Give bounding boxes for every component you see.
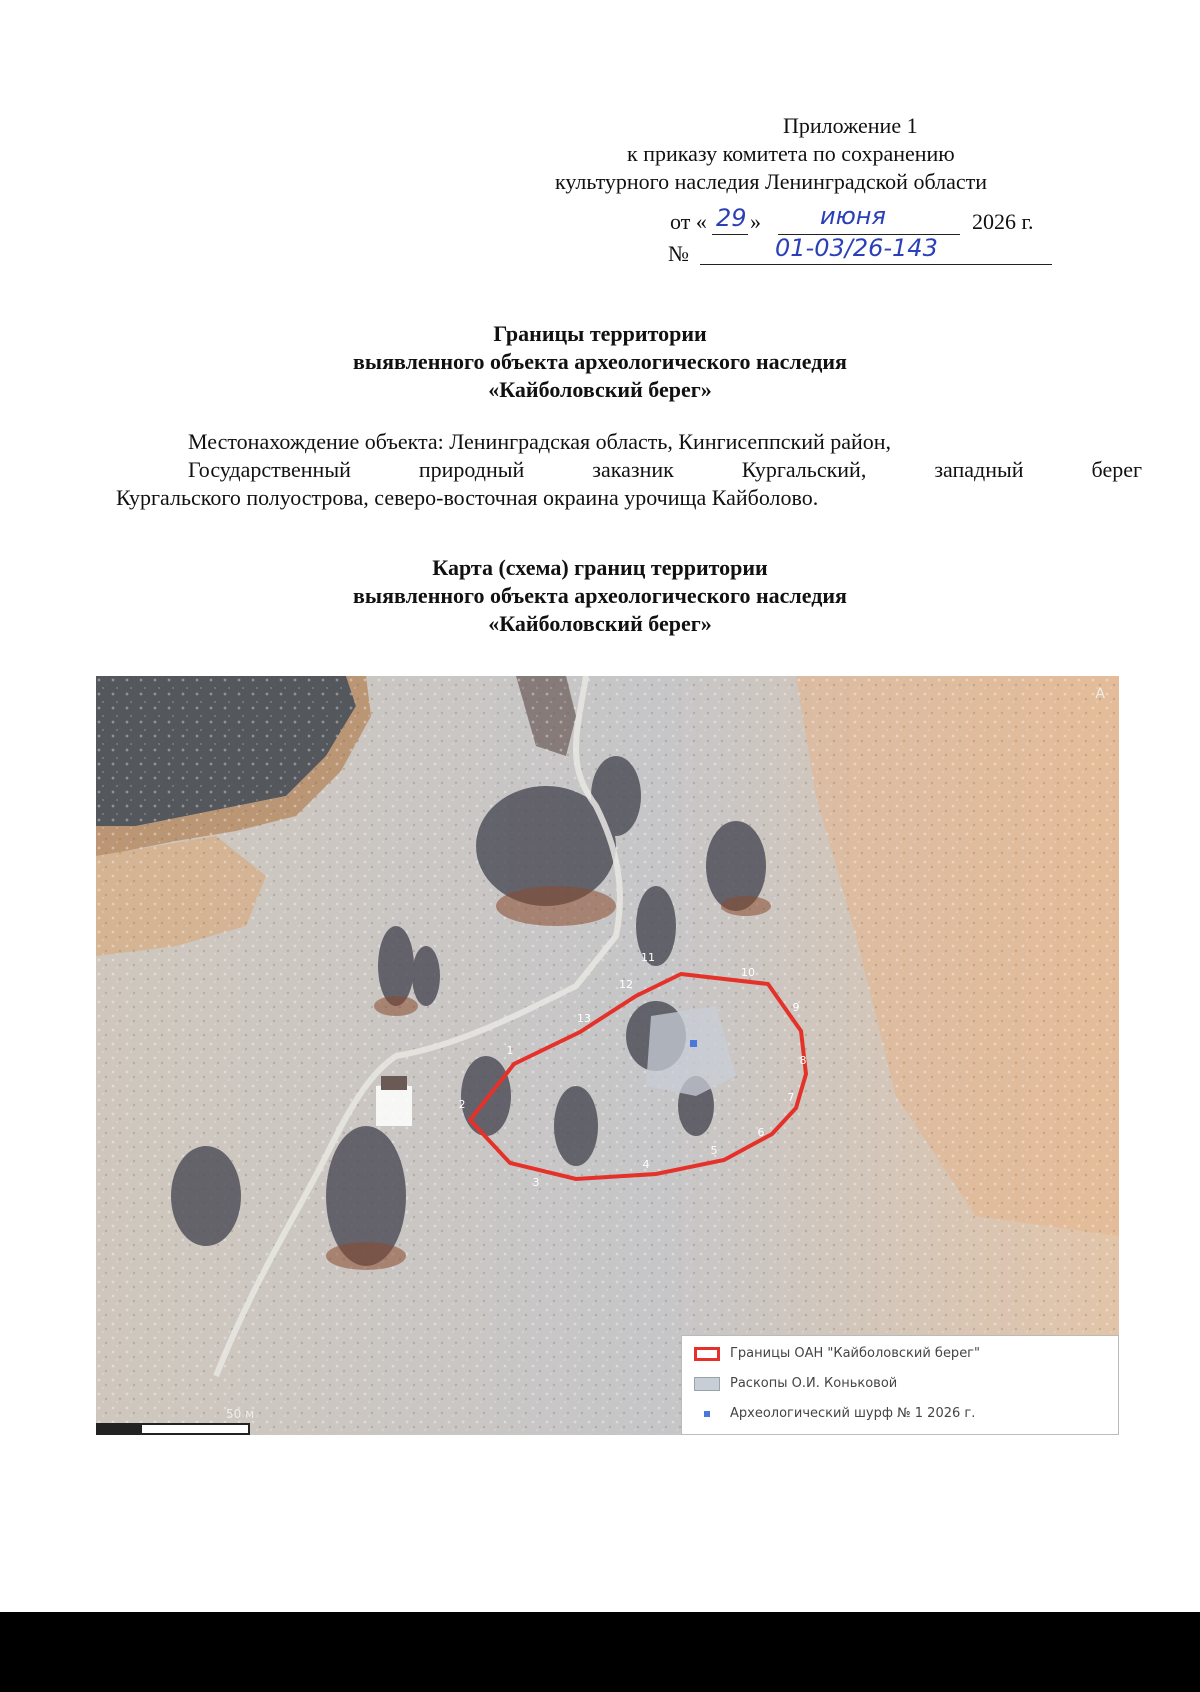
boundaries-title-line2: выявленного объекта археологического наследия	[353, 349, 847, 374]
excavations-swatch	[694, 1377, 720, 1391]
location-paragraph	[116, 428, 1142, 512]
date-mid: »	[750, 209, 761, 234]
point-label-7: 7	[787, 1091, 795, 1104]
location-line2: Государственный природный заказник Кургальский, западный берег	[188, 457, 1142, 482]
map-title-line2: выявленного объекта археологического наследия	[353, 583, 847, 608]
point-label-8: 8	[799, 1054, 807, 1067]
legend-row-boundary	[694, 1346, 980, 1361]
date-month-handwritten: июня	[820, 202, 886, 230]
map-title-line3: «Кайболовский берег»	[488, 611, 712, 636]
point-label-12: 12	[619, 978, 633, 991]
location-line3: Кургальского полуострова, северо-восточная окраина урочища Кайболово.	[116, 485, 819, 510]
legend-excavations-label: Раскопы О.И. Коньковой	[730, 1376, 898, 1391]
point-label-10: 10	[741, 966, 755, 979]
north-indicator: A	[1095, 686, 1105, 702]
boundary-swatch	[694, 1347, 720, 1361]
point-label-1: 1	[506, 1044, 514, 1057]
boundaries-title	[0, 320, 1200, 404]
point-label-11: 11	[641, 951, 655, 964]
legend-boundary-label: Границы ОАН "Кайболовский берег"	[730, 1346, 980, 1361]
order-number-underline	[700, 264, 1052, 265]
boundaries-title-line1: Границы территории	[493, 321, 707, 346]
map-legend	[681, 1335, 1119, 1435]
point-label-3: 3	[532, 1176, 540, 1189]
map-title	[0, 554, 1200, 638]
point-label-6: 6	[757, 1126, 765, 1139]
date-year: 2026 г.	[972, 209, 1034, 234]
appendix-order-line: к приказу комитета по сохранению	[627, 141, 955, 166]
scan-footer-bar	[0, 1612, 1200, 1692]
date-day-handwritten: 29	[716, 204, 747, 232]
map-title-line1: Карта (схема) границ территории	[432, 555, 768, 580]
point-label-2: 2	[458, 1098, 466, 1111]
boundary-map	[96, 676, 1119, 1435]
scale-bar	[96, 1423, 250, 1435]
aerial-image	[96, 676, 1119, 1435]
location-line1: Местонахождение объекта: Ленинградская область, Кингисеппский район,	[188, 429, 892, 454]
point-label-9: 9	[792, 1001, 800, 1014]
date-day-underline	[712, 234, 748, 235]
legend-row-excavations	[694, 1376, 897, 1391]
point-label-4: 4	[642, 1158, 650, 1171]
point-label-5: 5	[710, 1144, 718, 1157]
pit-swatch	[694, 1407, 720, 1421]
order-number-handwritten: 01-03/26-143	[775, 234, 938, 262]
boundaries-title-line3: «Кайболовский берег»	[488, 377, 712, 402]
scale-label: 50 м	[226, 1407, 255, 1421]
legend-row-pit	[694, 1406, 975, 1421]
appendix-number: Приложение 1	[783, 113, 918, 138]
date-prefix: от «	[670, 209, 707, 234]
number-prefix: №	[668, 241, 689, 266]
test-pit-marker	[690, 1040, 697, 1047]
appendix-committee-line: культурного наследия Ленинградской области	[555, 169, 987, 194]
point-label-13: 13	[577, 1012, 591, 1025]
legend-pit-label: Археологический шурф № 1 2026 г.	[730, 1406, 976, 1421]
